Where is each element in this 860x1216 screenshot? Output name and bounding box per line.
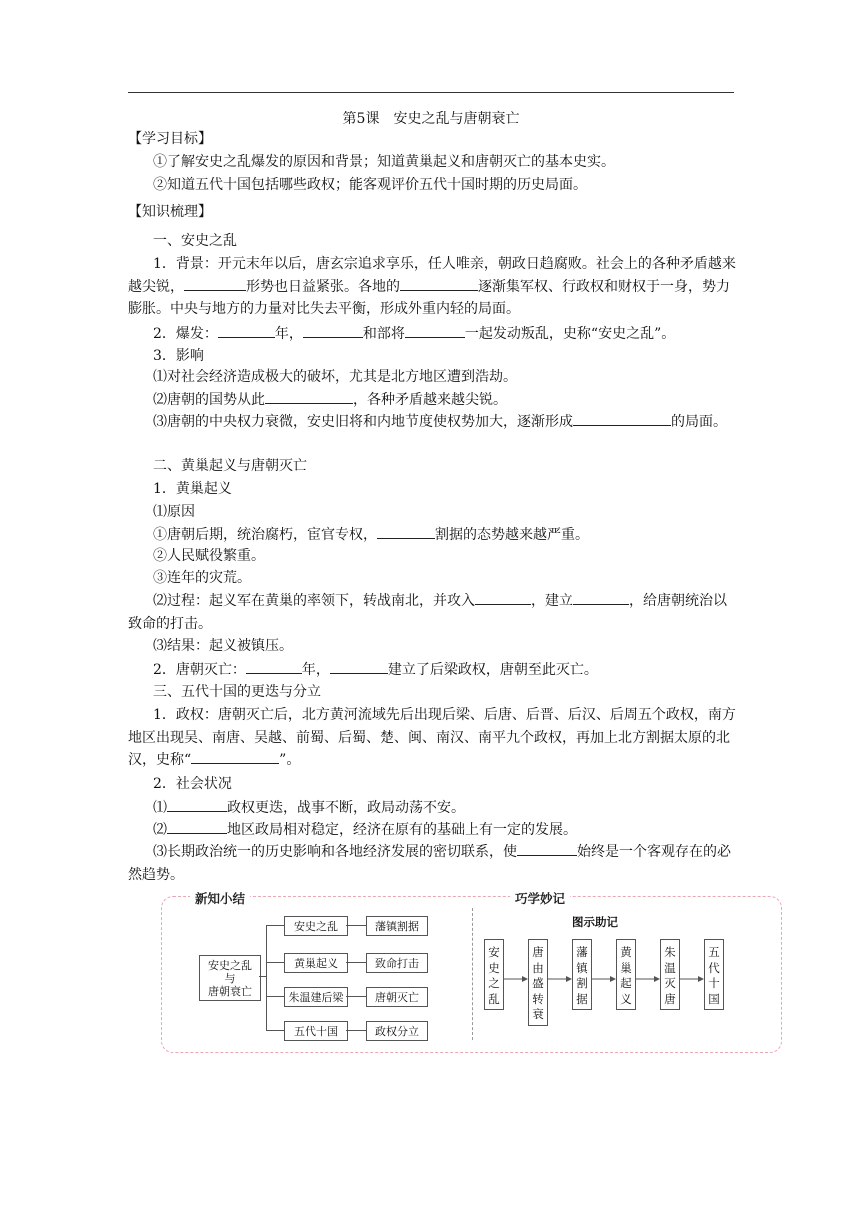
connector [346, 996, 366, 997]
s1-impact-1: ⑴对社会经济造成极大的破坏，尤其是北方地区遭到浩劫。 [153, 369, 517, 385]
blank [405, 323, 465, 338]
blank [573, 590, 629, 605]
mindmap-right-4: 政权分立 [366, 1021, 428, 1041]
chain-box: 五 代 十 国 [704, 939, 724, 1010]
s2-process: ⑵过程：起义军在黄巢的率领下，转战南北，并攻入 ，建立 ，给唐朝统治以致命的打击。 [128, 590, 738, 635]
s3-society-3: ⑶长期政治统一的历史影响和各地经济发展的密切联系，使 始终是一个客观存在的必然趋势。 [128, 841, 738, 886]
mindmap-mid-4: 五代十国 [284, 1021, 348, 1041]
section-3-title: 三、五代十国的更迭与分立 [153, 684, 321, 700]
chain-box: 唐 由 盛 转 衰 [528, 939, 548, 1026]
s1-impact-3: ⑶唐朝的中央权力衰微，安史旧将和内地节度使权势加大，逐渐形成 的局面。 [128, 411, 738, 434]
mindmap-right-3: 唐朝灭亡 [366, 987, 428, 1007]
summary-left-title: 新知小结 [190, 889, 250, 907]
arrow-icon [636, 968, 660, 976]
connector [266, 996, 284, 997]
s3-regimes: 1．政权：唐朝灭亡后，北方黄河流域先后出现后梁、后唐、后晋、后汉、后周五个政权，南方地区出现吴、南唐、吴越、前蜀、后蜀、楚、闽、南汉、南平九个政权，再加上北方割据太原的北汉，史称“ ”。 [128, 707, 736, 768]
s2-uprising-heading: 1．黄巢起义 [153, 481, 232, 497]
s1-impact-2: ⑵唐朝的国势从此 ，各种矛盾越来越尖锐。 [153, 389, 738, 411]
connector [346, 962, 366, 963]
blank [475, 590, 531, 605]
s2-cause-3: ③连年的灾荒。 [153, 570, 251, 586]
connector [346, 1030, 366, 1031]
chain-box: 黄 巢 起 义 [616, 939, 636, 1010]
blank [377, 524, 435, 539]
blank [184, 276, 246, 291]
goals-heading: 【学习目标】 [128, 131, 212, 147]
connector [266, 925, 284, 926]
blank [330, 659, 388, 674]
blank [573, 411, 671, 426]
mindmap-center: 安史之乱 与 唐朝衰亡 [199, 955, 261, 1001]
section-1-title: 一、安史之乱 [153, 233, 237, 249]
connector [266, 962, 284, 963]
blank [303, 323, 363, 338]
blank [265, 389, 353, 404]
blank [246, 659, 302, 674]
mindmap-mid-3: 朱温建后梁 [284, 987, 348, 1007]
blank [167, 797, 227, 812]
header-rule [128, 92, 734, 93]
mindmap-right-2: 致命打击 [366, 953, 428, 973]
s2-cause-2: ②人民赋役繁重。 [153, 548, 265, 564]
review-heading: 【知识梳理】 [128, 204, 212, 220]
chain-box: 安 史 之 乱 [484, 939, 504, 1010]
summary-divider [472, 908, 473, 1040]
blank [517, 841, 577, 856]
arrow-icon [592, 968, 616, 976]
arrow-icon [680, 968, 704, 976]
s1-background-paragraph: 1．背景：开元末年以后，唐玄宗追求享乐，任人唯亲，朝政日趋腐败。社会上的各种矛盾越来越尖锐， 形势也日益紧张。各地的 逐渐集军权、行政权和财权于一身，势力膨胀。中央与地方的力量对比失去平衡，形成外重内轻的局面。 [128, 256, 736, 317]
lesson-title: 第5课 安史之乱与唐朝衰亡 [342, 111, 520, 127]
chain-box: 朱 温 灭 唐 [660, 939, 680, 1010]
s1-impact-heading: 3．影响 [153, 348, 204, 364]
mindmap-mid-1: 安史之乱 [284, 916, 348, 936]
chain-box: 藩 镇 割 据 [572, 939, 592, 1010]
blank [167, 819, 227, 834]
s2-cause-heading: ⑴原因 [153, 504, 195, 520]
goal-item-2: ②知道五代十国包括哪些政权；能客观评价五代十国时期的历史局面。 [153, 177, 587, 193]
s2-cause-1: ①唐朝后期，统治腐朽，宦官专权， 割据的态势越来越严重。 [153, 524, 738, 546]
blank [191, 749, 279, 764]
diagram-title: 图示助记 [572, 915, 618, 929]
section-2-title: 二、黄巢起义与唐朝灭亡 [153, 458, 307, 474]
summary-right-title: 巧学妙记 [510, 889, 570, 907]
s3-society-2: ⑵ 地区政局相对稳定，经济在原有的基础上有一定的发展。 [153, 819, 738, 841]
arrow-icon [504, 968, 528, 976]
connector [266, 925, 267, 1030]
arrow-icon [548, 968, 572, 976]
connector [266, 1030, 284, 1031]
mindmap-mid-2: 黄巢起义 [284, 953, 348, 973]
s3-society-1: ⑴ 政权更迭，战事不断，政局动荡不安。 [153, 797, 738, 819]
s2-tang-fall: 2．唐朝灭亡： 年， 建立了后梁政权，唐朝至此灭亡。 [153, 659, 738, 681]
connector [346, 925, 366, 926]
blank [400, 276, 478, 291]
mindmap-right-1: 藩镇割据 [366, 916, 428, 936]
blank [218, 323, 275, 338]
s3-society-heading: 2．社会状况 [153, 776, 232, 792]
s2-result: ⑶结果：起义被镇压。 [153, 638, 293, 654]
goal-item-1: ①了解安史之乱爆发的原因和背景；知道黄巢起义和唐朝灭亡的基本史实。 [153, 154, 615, 170]
s1-outbreak-line: 2．爆发： 年， 和部将 一起发动叛乱，史称“安史之乱”。 [153, 323, 738, 345]
